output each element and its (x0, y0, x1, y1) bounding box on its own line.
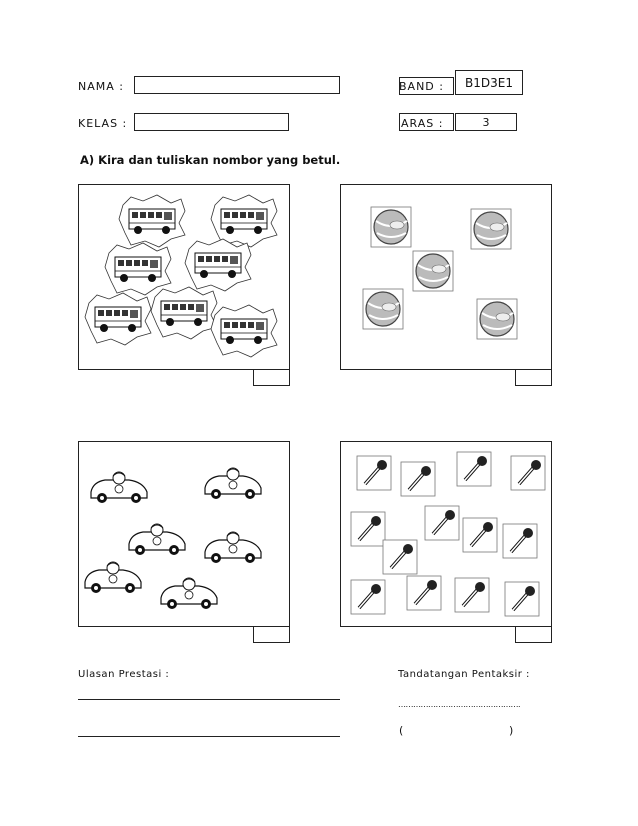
microphone-icon (455, 578, 489, 612)
answer-box-cars[interactable] (253, 626, 290, 643)
microphone-icon (383, 540, 417, 574)
car-icon (85, 562, 141, 593)
ball-icon (363, 289, 403, 329)
panel-cars (78, 441, 290, 627)
microphone-icon (511, 456, 545, 490)
aras-label: ARAS : (401, 117, 444, 130)
microphone-icon (463, 518, 497, 552)
ball-icon (371, 207, 411, 247)
car-illustrations (79, 442, 289, 626)
microphone-icon (407, 576, 441, 610)
microphone-icon (425, 506, 459, 540)
aras-label-box (399, 113, 454, 131)
bus-illustrations (79, 185, 289, 369)
microphone-icon (503, 524, 537, 558)
ball-illustrations (341, 185, 551, 369)
panel-buses (78, 184, 290, 370)
nama-label: NAMA : (78, 80, 124, 93)
answer-box-balls[interactable] (515, 369, 552, 386)
bus-icon (119, 195, 185, 247)
car-icon (91, 472, 147, 503)
nama-field[interactable] (134, 76, 340, 94)
car-icon (205, 468, 261, 499)
ball-icon (477, 299, 517, 339)
band-label: BAND : (399, 80, 444, 93)
car-icon (129, 524, 185, 555)
band-value: B1D3E1 (455, 70, 523, 95)
bus-icon (105, 243, 171, 295)
bus-icon (211, 305, 277, 357)
ulasan-line-2[interactable] (78, 736, 340, 737)
answer-box-buses[interactable] (253, 369, 290, 386)
ball-icon (413, 251, 453, 291)
kelas-label: KELAS : (78, 117, 128, 130)
ulasan-label: Ulasan Prestasi : (78, 669, 170, 680)
microphone-icon (457, 452, 491, 486)
ball-icon (471, 209, 511, 249)
car-icon (161, 578, 217, 609)
bus-icon (151, 287, 217, 339)
microphone-icon (401, 462, 435, 496)
panel-microphones (340, 441, 552, 627)
answer-box-microphones[interactable] (515, 626, 552, 643)
bus-icon (185, 239, 251, 291)
band-label-box (399, 77, 454, 95)
ulasan-line-1[interactable] (78, 699, 340, 700)
bus-icon (211, 195, 277, 247)
kelas-field[interactable] (134, 113, 289, 131)
paren-open: ( (399, 724, 404, 737)
microphone-icon (351, 580, 385, 614)
signature-dots[interactable]: …………………………………………. (398, 700, 521, 709)
paren-close: ) (509, 724, 514, 737)
aras-value: 3 (455, 113, 517, 131)
instruction: A) Kira dan tuliskan nombor yang betul. (80, 153, 341, 167)
microphone-icon (357, 456, 391, 490)
car-icon (205, 532, 261, 563)
bus-icon (85, 293, 151, 345)
tandatangan-label: Tandatangan Pentaksir : (398, 669, 530, 680)
microphone-illustrations (341, 442, 551, 626)
panel-balls (340, 184, 552, 370)
microphone-icon (351, 512, 385, 546)
microphone-icon (505, 582, 539, 616)
